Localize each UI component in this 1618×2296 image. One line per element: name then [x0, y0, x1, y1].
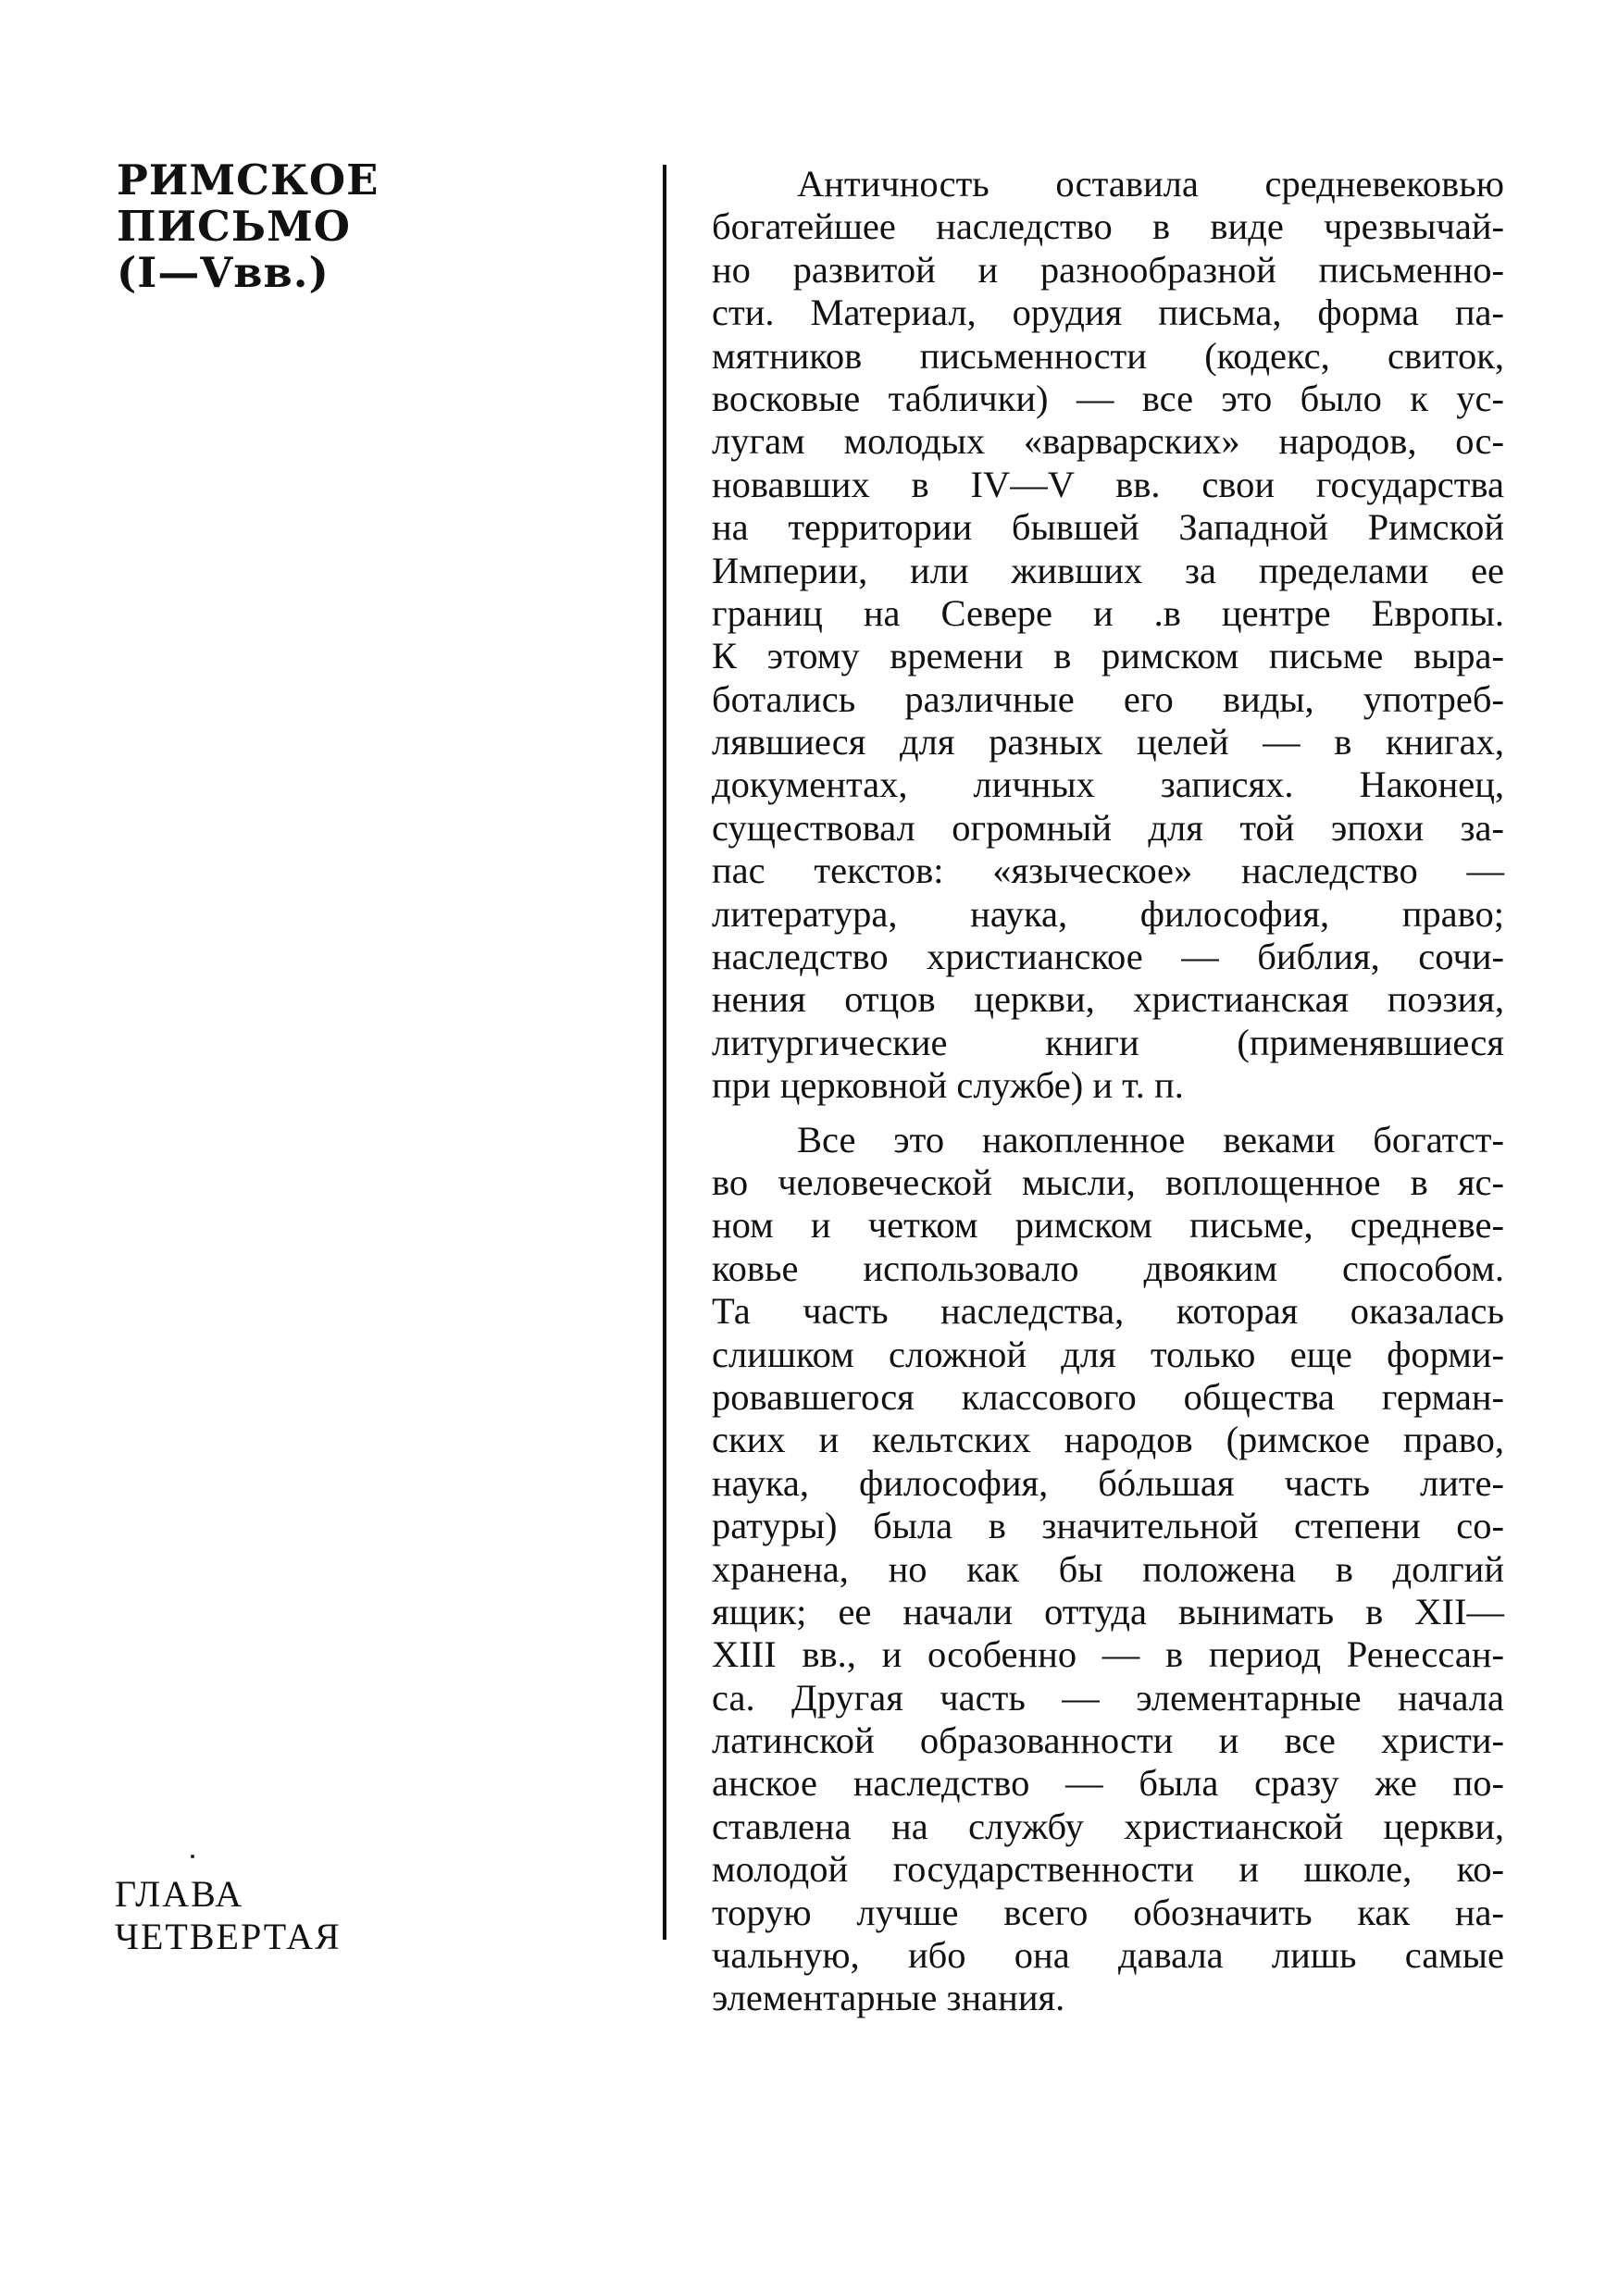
- text-line: са. Другая часть — элементарные начала: [712, 1676, 1504, 1719]
- text-line: документах, личных записях. Наконец,: [712, 763, 1504, 806]
- text-line: во человеческой мысли, воплощенное в яс-: [712, 1160, 1504, 1203]
- decorative-dot: [191, 1855, 194, 1858]
- text-line: анское наследство — была сразу же по-: [712, 1762, 1504, 1805]
- text-line: лугам молодых «варварских» народов, ос-: [712, 420, 1504, 463]
- text-line: ских и кельтских народов (римское право,: [712, 1419, 1504, 1461]
- body-text: [712, 163, 1504, 2020]
- text-line: Та часть наследства, которая оказалась: [712, 1290, 1504, 1333]
- text-line: но развитой и разнообразной письменно-: [712, 248, 1504, 291]
- text-line: наследство христианское — библия, сочи-: [712, 936, 1504, 978]
- text-line: Античность оставила средневековью: [797, 163, 1504, 205]
- text-line: ковье использовало двояким способом.: [712, 1247, 1504, 1289]
- text-line: литература, наука, философия, право;: [712, 892, 1504, 935]
- text-line: торую лучше всего обозначить как на-: [712, 1891, 1504, 1933]
- chapter-label-line: ГЛАВА: [115, 1873, 244, 1915]
- text-line: элементарные знания.: [712, 1977, 1065, 2019]
- text-line: ставлена на службу христианской церкви,: [712, 1805, 1504, 1847]
- text-line: ратуры) была в значительной степени со-: [712, 1505, 1504, 1547]
- text-line: мятников письменности (кодекс, свиток,: [712, 334, 1504, 377]
- text-line: новавших в IV—V вв. свои государства: [712, 463, 1504, 505]
- chapter-label: [115, 1873, 392, 1958]
- text-line: нения отцов церкви, христианская поэзия,: [712, 978, 1504, 1021]
- text-line: при церковной службе) и т. п.: [712, 1064, 1184, 1107]
- section-title-line: РИМСКОЕ: [117, 155, 380, 205]
- text-line: ботались различные его виды, употреб-: [712, 677, 1504, 720]
- text-line: лявшиеся для разных целей — в книгах,: [712, 721, 1504, 763]
- text-line: латинской образованности и все христи-: [712, 1719, 1504, 1762]
- text-line: на территории бывшей Западной Римской: [712, 506, 1504, 549]
- chapter-label-line: ЧЕТВЕРТАЯ: [115, 1916, 342, 1957]
- text-line: ящик; ее начали оттуда вынимать в XII—: [712, 1590, 1504, 1632]
- text-line: ном и четком римском письме, средневе-: [712, 1204, 1504, 1247]
- section-title: [117, 157, 394, 296]
- text-line: пас текстов: «языческое» наследство —: [712, 850, 1504, 892]
- text-line: наука, философия, бóльшая часть лите-: [712, 1461, 1504, 1504]
- text-line: молодой государственности и школе, ко-: [712, 1848, 1504, 1891]
- section-title-line: (I—Vвв.): [117, 248, 330, 297]
- text-line: богатейшее наследство в виде чрезвычай-: [712, 205, 1504, 248]
- paragraph: [712, 163, 1504, 1108]
- text-line: восковые таблички) — все это было к ус-: [712, 377, 1504, 419]
- text-line: существовал огромный для той эпохи за-: [712, 806, 1504, 849]
- text-line: сти. Материал, орудия письма, форма па-: [712, 292, 1504, 334]
- text-line: слишком сложной для только еще форми-: [712, 1333, 1504, 1375]
- text-line: Империи, или живших за пределами ее: [712, 549, 1504, 591]
- text-line: хранена, но как бы положена в долгий: [712, 1547, 1504, 1590]
- section-title-line: ПИСЬМО: [117, 202, 351, 251]
- text-line: ровавшегося классового общества герман-: [712, 1375, 1504, 1418]
- text-line: границ на Севере и .в центре Европы.: [712, 591, 1504, 634]
- text-line: чальную, ибо она давала лишь самые: [712, 1934, 1504, 1977]
- text-line: XIII вв., и особенно — в период Ренессан-: [712, 1633, 1504, 1676]
- text-line: Все это накопленное веками богатст-: [797, 1118, 1504, 1160]
- vertical-rule: [663, 165, 666, 1940]
- text-line: К этому времени в римском письме выра-: [712, 635, 1504, 677]
- paragraph: [712, 1119, 1504, 2020]
- text-line: литургические книги (применявшиеся: [712, 1021, 1504, 1063]
